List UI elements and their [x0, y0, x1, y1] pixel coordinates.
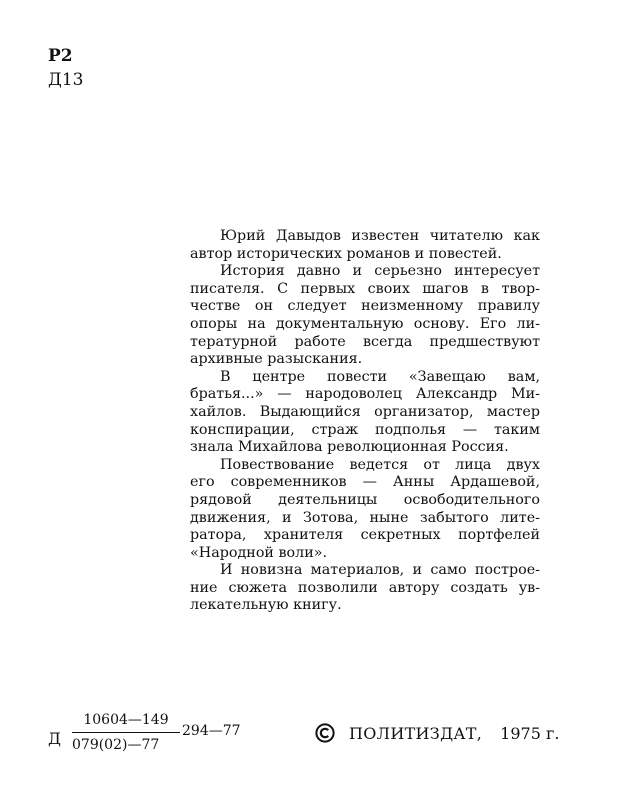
annotation-line: ние сюжета позволили автору создать ув-	[190, 579, 540, 596]
annotation-line: хайлов. Выдающийся организатор, мастер	[190, 403, 540, 420]
catalog-denominator: 079(02)—77	[72, 737, 160, 753]
publisher-name: ПОЛИТИЗДАТ,	[349, 723, 483, 743]
classification-block	[48, 44, 83, 92]
catalog-numerator: 10604—149	[83, 712, 169, 728]
annotation-line: «Народной воли».	[190, 544, 328, 561]
annotation-line: архивные разыскания.	[190, 351, 363, 368]
bbk-index: Р2	[48, 46, 73, 66]
annotation-line: честве он следует неизменному правилу	[190, 298, 540, 315]
annotation-line: И новизна материалов, и само построе-	[220, 562, 540, 579]
annotation-line: ратора, хранителя секретных портфелей	[190, 527, 540, 544]
annotation-line: движения, и Зотова, ныне забытого лите-	[190, 509, 540, 526]
annotation-text	[190, 228, 540, 615]
copyright-icon	[315, 723, 335, 743]
annotation-line: Юрий Давыдов известен читателю как	[220, 228, 540, 244]
annotation-line: братья...» — народоволец Александр Ми-	[190, 386, 540, 403]
annotation-line: лекательную книгу.	[190, 597, 342, 614]
publication-year: 1975 г.	[500, 723, 560, 743]
author-mark: Д13	[48, 70, 84, 90]
publisher-imprint	[315, 723, 559, 743]
annotation-line: конспирации, страж подполья — таким	[190, 421, 540, 438]
annotation-line: рядовой деятельницы освободительного	[190, 491, 540, 508]
catalog-suffix: 294—77	[182, 723, 241, 739]
annotation-line: тературной работе всегда предшествуют	[190, 333, 540, 350]
catalog-letter: Д	[48, 729, 62, 748]
annotation-line: писателя. С первых своих шагов в твор-	[190, 280, 540, 297]
annotation-line: В центре повести «Завещаю вам,	[220, 368, 540, 385]
catalog-fraction	[72, 710, 180, 755]
annotation-line: автор исторических романов и повестей.	[190, 245, 502, 262]
annotation-line: знала Михайлова революционная Россия.	[190, 439, 509, 456]
annotation-line: его современников — Анны Ардашевой,	[190, 474, 540, 491]
annotation-line: опоры на документальную основу. Его ли-	[190, 315, 540, 332]
fraction-bar	[72, 732, 180, 733]
annotation-line: История давно и серьезно интересует	[220, 263, 540, 280]
annotation-line: Повествование ведется от лица двух	[220, 456, 540, 473]
